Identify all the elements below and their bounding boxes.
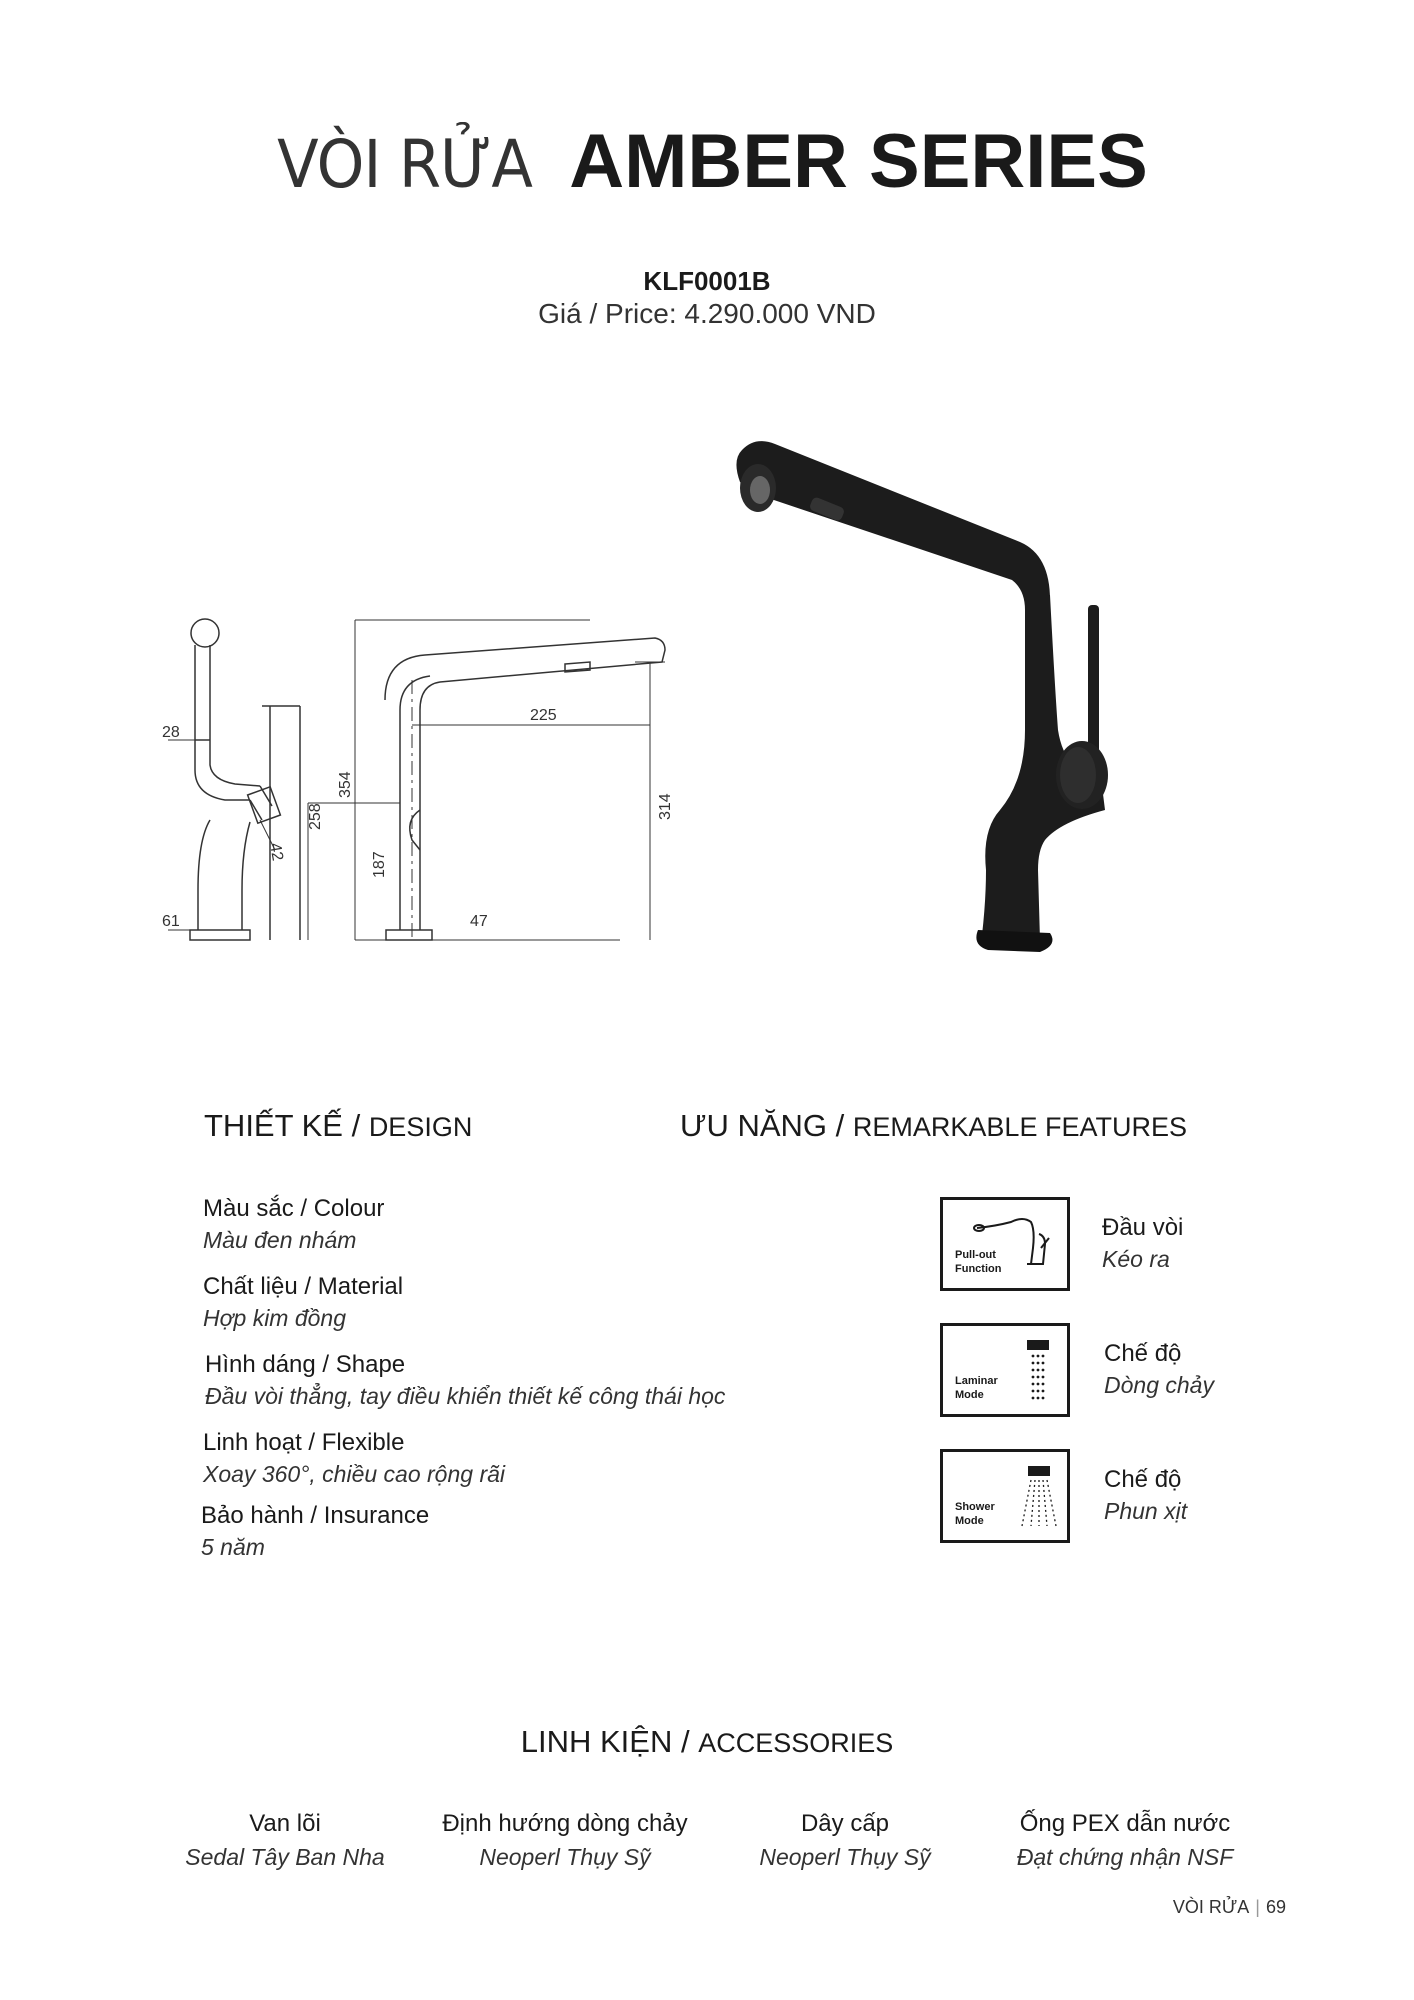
accessory-sub: Neoperl Thụy Sỹ: [479, 1844, 651, 1870]
accessory-title: Định hướng dòng chảy: [442, 1810, 688, 1837]
accessory-title: Dây cấp: [800, 1810, 890, 1837]
accessory-title: Van lõi: [249, 1810, 321, 1837]
accessory-item: [730, 1810, 960, 1871]
spec-value: Xoay 360°, chiều cao rộng rãi: [203, 1461, 505, 1487]
spec-colour: [203, 1195, 384, 1254]
feature-text-pull-out: [1102, 1214, 1183, 1273]
spec-label: Chất liệu / Material: [203, 1273, 404, 1300]
dim-label: 187: [371, 851, 388, 878]
accessory-item: [980, 1810, 1270, 1871]
side-view-drawing: [168, 619, 300, 940]
feature-title: Chế độ: [1104, 1340, 1182, 1367]
feature-sub: Dòng chảy: [1104, 1372, 1214, 1398]
features-heading: ƯU NĂNG / REMARKABLE FEATURES: [680, 1108, 1187, 1143]
spec-label: Linh hoạt / Flexible: [203, 1429, 405, 1456]
spec-material: [203, 1273, 403, 1332]
price-text: Giá / Price: 4.290.000 VND: [538, 298, 876, 329]
design-heading: THIẾT KẾ / DESIGN: [204, 1108, 473, 1143]
feature-title: Chế độ: [1104, 1466, 1182, 1493]
accessory-sub: Neoperl Thụy Sỹ: [759, 1844, 931, 1870]
title-category: VÒI RỬA: [277, 126, 533, 203]
accessory-title: Ống PEX dẫn nước: [1019, 1810, 1231, 1837]
front-view-drawing: [308, 620, 665, 940]
dim-label: 225: [530, 707, 557, 724]
feature-sub: Phun xịt: [1104, 1498, 1188, 1524]
spec-flexible: [203, 1429, 505, 1488]
accessory-item: [420, 1810, 710, 1871]
faucet-product-image: [720, 430, 1140, 970]
spec-label: Hình dáng / Shape: [205, 1351, 406, 1378]
accessory-sub: Sedal Tây Ban Nha: [185, 1844, 385, 1870]
feature-box-shower: [940, 1449, 1070, 1543]
dim-label: 314: [657, 793, 674, 820]
spec-value: 5 năm: [201, 1534, 265, 1560]
spec-label: Màu sắc / Colour: [203, 1195, 385, 1222]
spec-value: Màu đen nhám: [203, 1227, 357, 1253]
spec-insurance: [201, 1502, 429, 1561]
spec-shape: [205, 1351, 725, 1410]
feature-box-label: Laminar Mode: [955, 1375, 998, 1401]
dim-label: 258: [307, 803, 324, 830]
laminar-stream-icon: [1023, 1340, 1053, 1404]
footer-section: VÒI RỬA: [1172, 1897, 1250, 1917]
page-title: [0, 118, 1414, 205]
feature-title: Đầu vòi: [1102, 1214, 1184, 1241]
feature-text-laminar: [1104, 1340, 1214, 1399]
model-code: KLF0001B: [643, 266, 771, 296]
dim-label: 42: [266, 841, 286, 863]
accessory-sub: Đạt chứng nhận NSF: [1016, 1844, 1234, 1870]
page-footer: VÒI RỬA | 69: [1172, 1897, 1286, 1917]
dim-label: 47: [470, 913, 488, 930]
feature-text-shower: [1104, 1466, 1187, 1525]
spec-label: Bảo hành / Insurance: [201, 1502, 430, 1529]
feature-box-label: Pull-out Function: [955, 1249, 1002, 1275]
technical-drawing: [150, 600, 690, 960]
spec-value: Hợp kim đồng: [203, 1305, 347, 1331]
dim-label: 354: [337, 771, 354, 798]
accessories-heading: LINH KIỆN / ACCESSORIES: [520, 1724, 894, 1759]
dim-label: 61: [162, 913, 180, 930]
feature-box-pull-out: [940, 1197, 1070, 1291]
title-series: AMBER SERIES: [569, 119, 1148, 204]
page-number: 69: [1265, 1897, 1286, 1917]
accessory-item: [165, 1810, 405, 1871]
feature-box-label: Shower Mode: [955, 1501, 995, 1527]
spec-value: Đầu vòi thẳng, tay điều khiển thiết kế công thái học: [205, 1383, 726, 1409]
dim-label: 28: [162, 724, 180, 741]
shower-spray-icon: [1019, 1466, 1059, 1530]
feature-box-laminar: [940, 1323, 1070, 1417]
feature-sub: Kéo ra: [1102, 1246, 1170, 1272]
